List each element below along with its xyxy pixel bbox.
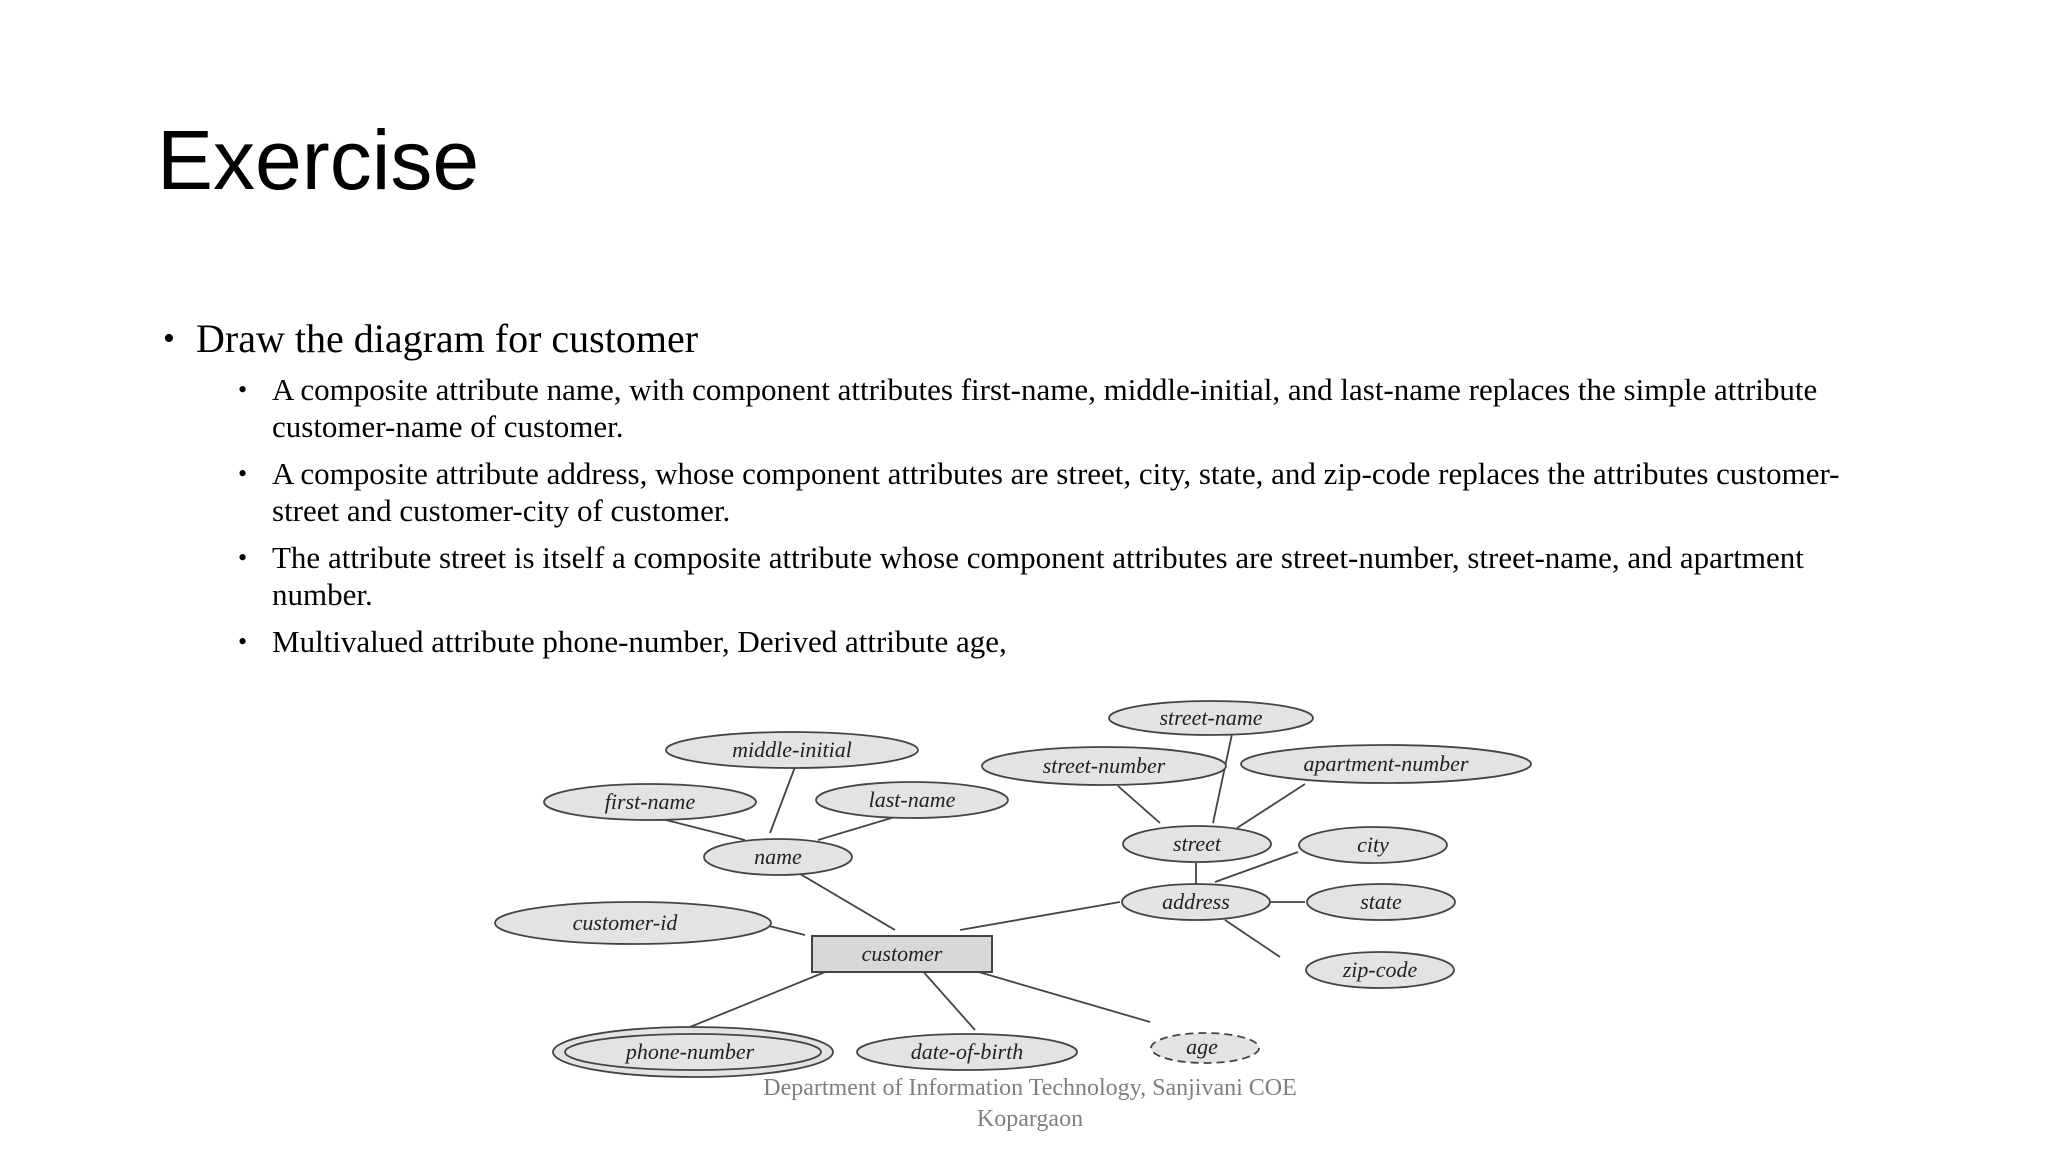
er-diagram — [480, 680, 1560, 1090]
sub-bullet-text: Multivalued attribute phone-number, Derived attribute age, — [272, 624, 1007, 659]
attribute-customer-id — [495, 902, 771, 944]
label-phone-number: phone-number — [625, 1039, 755, 1064]
label-street: street — [1172, 831, 1222, 856]
attribute-address — [1122, 884, 1270, 920]
bullet-dot: • — [238, 375, 248, 404]
edge-customer-age — [965, 968, 1150, 1022]
edge-street-street-number — [1118, 786, 1160, 823]
label-street-name: street-name — [1159, 705, 1263, 730]
label-street-number: street-number — [1042, 753, 1166, 778]
label-first-name: first-name — [604, 789, 696, 814]
label-customer-id: customer-id — [572, 910, 678, 935]
attribute-phone-number — [553, 1027, 833, 1077]
label-address: address — [1162, 889, 1230, 914]
edge-name-middle-initial — [770, 767, 795, 833]
sub-bullet-text: A composite attribute address, whose component attributes are street, city, state, and zip-code replaces the attributes customer-street and customer-city of customer. — [272, 456, 1840, 528]
attribute-street — [1123, 826, 1271, 862]
label-city: city — [1357, 832, 1389, 857]
label-date-of-birth: date-of-birth — [910, 1039, 1024, 1064]
label-last-name: last-name — [868, 787, 956, 812]
sub-bullet — [238, 623, 1898, 660]
edge-address-zip-code — [1225, 920, 1280, 957]
entity-customer — [812, 936, 992, 972]
label-customer: customer — [861, 941, 943, 966]
label-state: state — [1360, 889, 1402, 914]
edge-customer-name — [790, 868, 895, 930]
attribute-street-number — [982, 747, 1226, 785]
bullet-dot: • — [163, 320, 175, 357]
attribute-state — [1307, 884, 1455, 920]
sub-bullet-text: A composite attribute name, with component attributes first-name, middle-initial, and last-name replaces the simple attribute customer-name of customer. — [272, 372, 1818, 444]
sub-bullet — [238, 455, 1898, 529]
attribute-city — [1299, 827, 1447, 863]
slide-title: Exercise — [157, 113, 480, 207]
attribute-middle-initial — [666, 732, 918, 768]
sub-bullet-text: The attribute street is itself a composite attribute whose component attributes are street-number, street-name, and apartment number. — [272, 540, 1804, 612]
label-middle-initial: middle-initial — [732, 737, 852, 762]
attribute-street-name — [1109, 701, 1313, 735]
sub-bullet — [238, 539, 1898, 613]
bullet-dot: • — [238, 543, 248, 572]
sub-bullet-list — [238, 371, 1898, 670]
attribute-age — [1151, 1033, 1259, 1063]
label-name: name — [754, 844, 802, 869]
edge-customer-phone-number — [690, 968, 835, 1027]
edge-street-street-name — [1213, 734, 1232, 823]
bullet-dot: • — [238, 627, 248, 656]
edge-customer-id — [765, 925, 805, 935]
edge-customer-address — [960, 902, 1120, 930]
diagram-edges — [650, 734, 1305, 1030]
edge-street-apartment-number — [1237, 784, 1305, 828]
footer-line-1: Department of Information Technology, Sanjivani COE — [763, 1075, 1297, 1101]
sub-bullet — [238, 371, 1898, 445]
main-bullet-text: Draw the diagram for customer — [196, 316, 699, 361]
attribute-first-name — [544, 784, 756, 820]
attribute-zip-code — [1306, 952, 1454, 988]
attribute-last-name — [816, 782, 1008, 818]
label-apartment-number: apartment-number — [1303, 751, 1469, 776]
attribute-name — [704, 839, 852, 875]
label-age: age — [1186, 1034, 1218, 1059]
edge-customer-date-of-birth — [920, 968, 975, 1030]
attribute-date-of-birth — [857, 1034, 1077, 1070]
label-zip-code: zip-code — [1342, 957, 1418, 982]
bullet-dot: • — [238, 459, 248, 488]
attribute-apartment-number — [1241, 745, 1531, 783]
footer-line-2: Kopargaon — [976, 1106, 1084, 1132]
slide-footer — [640, 1073, 1420, 1135]
